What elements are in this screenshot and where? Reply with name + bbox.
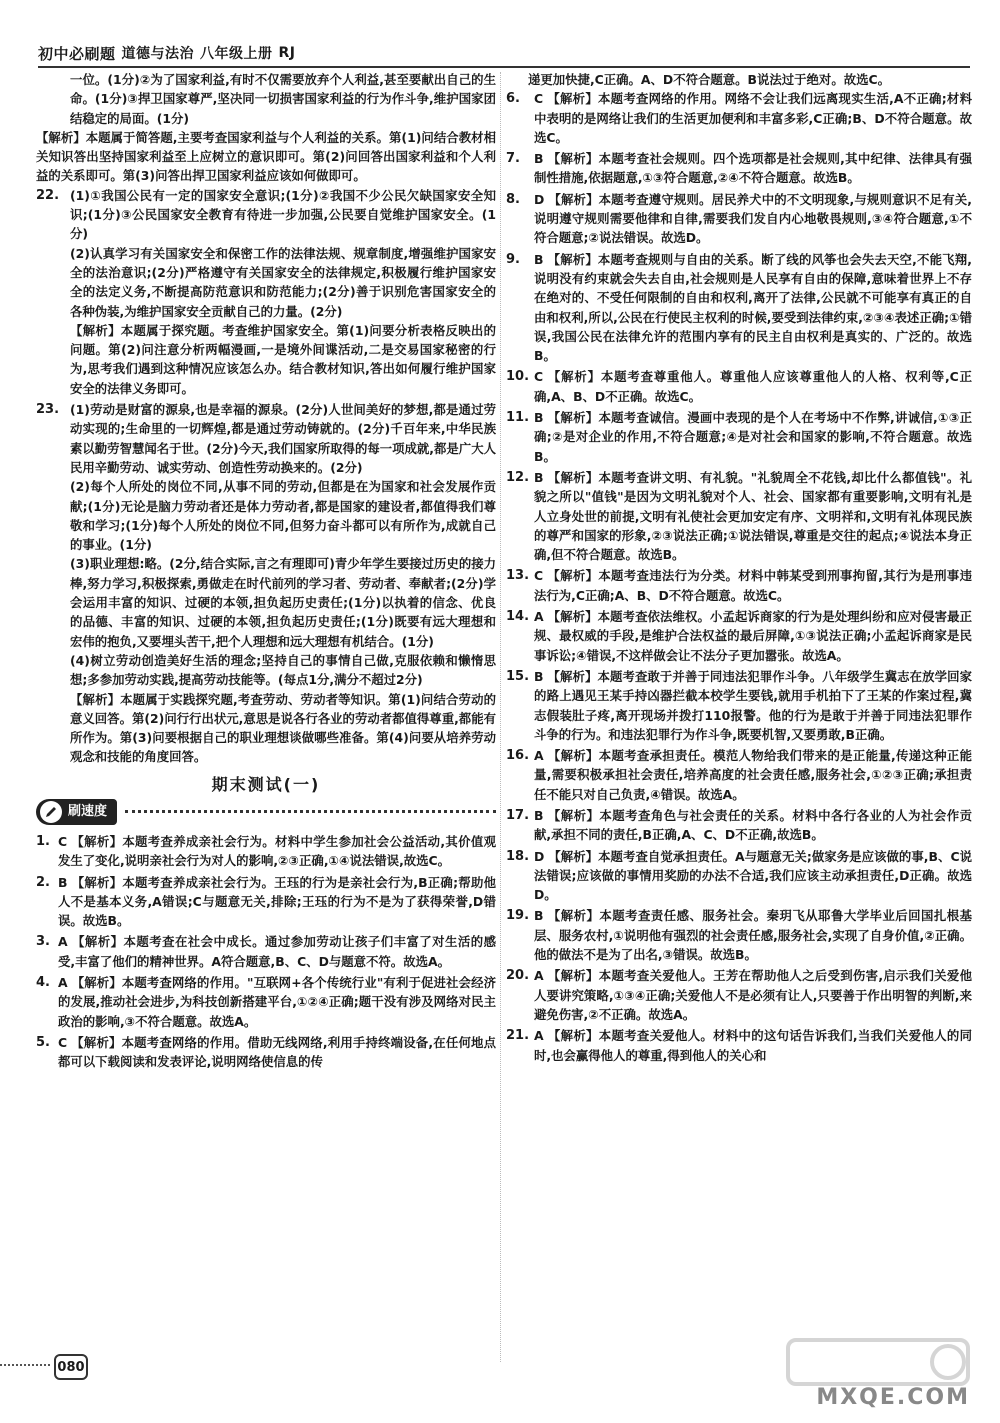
answer-choice: B	[534, 908, 544, 924]
answer-explanation: 【解析】本题考查规则与自由的关系。断了线的风筝也会失去天空,不能飞翔,说明没有约束就会失去自由,社会规则是人民享有自由的保障,意味着世界上不存在绝对的、不受任何限制的自由和权利,离开了法律,公民就不可能享有真正的自由和权利,所以,公民在行使民主权利的时候,要受到法律约束,②③④表述正确;①错误,我国公民在法律允许的范围内享有的民主自由权利是真实的、广泛的。故选B。	[534, 251, 972, 364]
answer-item	[506, 566, 972, 605]
answer-choice: C	[534, 568, 544, 584]
answer-number: 14.	[506, 609, 530, 625]
answer-explanation: 【解析】本题考查讲文明、有礼貌。"礼貌周全不花钱,却比什么都值钱"。礼貌之所以"值钱"是因为文明礼貌对个人、社会、国家都有重要影响,文明有礼是人立身处世的前提,文明有礼使社会更加安定有序、文明祥和,文明有礼体现民族的尊严和国家的形象,②③说法正确;①说法错误,尊重是交往的起点;④说法本身正确,但不符合题意。故选B。	[534, 469, 972, 563]
answer-explanation: 【解析】本题考查在社会中成长。通过参加劳动让孩子们丰富了对生活的感受,丰富了他们的精神世界。A符合题意,B、C、D与题意不符。故选A。	[58, 934, 496, 969]
answer-choice: A	[58, 934, 68, 950]
answer-number: 17.	[506, 807, 530, 823]
answer-number: 3.	[36, 934, 50, 950]
answer-explanation: 【解析】本题考查遵守规则。居民养犬中的不文明现象,与规则意识不足有关,说明遵守规则需要他律和自律,需要我们发自内心地敬畏规则,③④符合题意,①不符合题意;②说法错误。故选D。	[534, 191, 972, 246]
q23-number: 23.	[36, 402, 60, 418]
answer-explanation: 【解析】本题考查敢于并善于同违法犯罪作斗争。八年级学生冀志在放学回家的路上遇见王某手持凶器拦截本校学生要钱,就用手机拍下了王某的作案过程,冀志假装肚子疼,离开现场并拨打110报警。他的行为是敢于并善于同违法犯罪作斗争的行为。和违法犯罪行为作斗争,既要机智,又要勇敢,B正确。	[534, 668, 972, 742]
answer-number: 7.	[506, 151, 520, 167]
answer-explanation: 【解析】本题考查关爱他人。材料中的这句话告诉我们,当我们关爱他人的同时,也会赢得他人的尊重,得到他人的关心和	[534, 1028, 972, 1063]
answer-choice: C	[58, 833, 68, 849]
answer-choice: A	[534, 609, 544, 625]
answer-item	[506, 667, 972, 744]
answer-item	[506, 806, 972, 845]
answer-5-continuation: 递更加快捷,C正确。A、D不符合题意。B说法过于绝对。故选C。	[528, 72, 890, 87]
answer-2	[36, 873, 496, 931]
answer-item	[506, 367, 972, 406]
answer-3	[36, 932, 496, 971]
answer-explanation: 【解析】本题考查关爱他人。王芳在帮助他人之后受到伤害,启示我们关爱他人要讲究策略,①③④正确;关爱他人不是必须有让人,只要善于作出明智的判断,来避免伤害,②不正确。故选A。	[534, 968, 972, 1022]
watermark-text: MXQE.COM	[816, 1385, 970, 1410]
dotted-rule	[125, 810, 496, 813]
q23-part1: (1)劳动是财富的源泉,也是幸福的源泉。(2分)人世间美好的梦想,都是通过劳动实现的;生命里的一切辉煌,都是通过劳动铸就的。(2分)千百年来,中华民族素以勤劳智慧闻名于世。(2分)今天,我们国家所取得的每一项成就,都是广大人民用辛勤劳动、诚实劳动、创造性劳动换来的。(2分)	[70, 402, 496, 475]
answer-explanation: 【解析】本题考查角色与社会责任的关系。材料中各行各业的人为社会作贡献,承担不同的责任,B正确,A、C、D不正确,故选B。	[534, 807, 972, 843]
answer-explanation: 【解析】本题考查网络的作用。网络不会让我们远离现实生活,A不正确;材料中表明的是网络让我们的生活更加便利和丰富多彩,C正确;B、D不符合题意。故选C。	[534, 91, 972, 145]
answer-number: 6.	[506, 91, 520, 107]
q22-analysis: 【解析】本题属于探究题。考查维护国家安全。第(1)问要分析表格反映出的问题。第(2)问注意分析两幅漫画,一是境外间谍活动,二是交易国家秘密的行为,思考我们遇到这种情况应该怎么办。结合教材知识,答出如何履行维护国家安全的法律义务即可。	[70, 322, 496, 396]
answer-list	[506, 89, 972, 1065]
answer-explanation: 【解析】本题考查依法维权。小孟起诉商家的行为是处理纠纷和应对侵害最正规、最权威的手段,是维护合法权益的最后屏障,①③说法正确;小孟起诉商家是民事诉讼;④错误,不这样做会让不法分子更加嚣张。故选A。	[534, 609, 972, 663]
answer-number: 18.	[506, 848, 530, 864]
answer-choice: B	[534, 807, 544, 823]
answer-number: 19.	[506, 908, 530, 924]
answer-explanation: 【解析】本题考查诚信。漫画中表现的是个人在考场中不作弊,讲诚信,①③正确;②是对企业的作用,不符合题意;④是对社会和国家的影响,不符合题意。故选B。	[534, 410, 972, 464]
answer-number: 16.	[506, 748, 530, 764]
answer-number: 4.	[36, 975, 50, 991]
answer-choice: C	[534, 91, 544, 107]
answer-choice: A	[58, 975, 68, 991]
answer-number: 5.	[36, 1034, 50, 1050]
answer-number: 9.	[506, 251, 520, 267]
answer-explanation: 【解析】本题考查违法行为分类。材料中韩某受到刑事拘留,其行为是刑事违法行为,C正确;A、B、D不符合题意。故选C。	[534, 568, 972, 603]
answer-number: 11.	[506, 410, 530, 426]
answer-number: 12.	[506, 469, 530, 485]
speed-label: 刷速度	[68, 804, 108, 820]
answer-choice: A	[534, 968, 544, 984]
answer-item	[506, 847, 972, 905]
q21-continuation: 一位。(1分)②为了国家利益,有时不仅需要放弃个人利益,甚至要献出自己的生命。(1分)③捍卫国家尊严,坚决同一切损害国家利益的行为作斗争,维护国家团结稳定的局面。(1分)	[70, 72, 496, 126]
section-title: 期末测试(一)	[211, 774, 321, 794]
q21-analysis: 【解析】本题属于简答题,主要考查国家利益与个人利益的关系。第(1)问结合教材相关知识答出坚持国家利益至上应树立的意识即可。第(2)问回答出国家利益和个人利益的关系即可。第(3)问答出捍卫国家利益应该如何做即可。	[36, 129, 496, 184]
answer-choice: C	[58, 1034, 68, 1050]
answer-choice: B	[534, 251, 544, 267]
page-number: 080	[54, 1354, 88, 1380]
answer-item	[506, 190, 972, 248]
q22-part2: (2)认真学习有关国家安全和保密工作的法律法规、规章制度,增强维护国家安全的法治意识;(2分)严格遵守有关国家安全的法律规定,积极履行维护国家安全的法定义务,不断提高防范意识和防范能力;(2分)善于识别危害国家安全的各种伪装,为维护国家安全贡献自己的力量。(2分)	[70, 245, 496, 319]
answer-item	[506, 408, 972, 466]
answer-item	[506, 746, 972, 804]
answer-explanation: 【解析】本题考查尊重他人。尊重他人应该尊重他人的人格、权利等,C正确,A、B、D不正确。故选C。	[534, 369, 972, 404]
answer-explanation: 【解析】本题考查网络的作用。"互联网+各个传统行业"有利于促进社会经济的发展,推动社会进步,为科技创新搭建平台,①②④正确;题干没有涉及网络对民主政治的影响,③不符合题意。故选A。	[58, 975, 496, 1029]
answer-explanation: 【解析】本题考查养成亲社会行为。王珏的行为是亲社会行为,B正确;帮助他人不是基本义务,A错误;C与题意无关,排除;王珏的行为不是为了获得荣誉,D错误。故选B。	[58, 874, 496, 929]
grade-label: 八年级上册	[200, 46, 273, 62]
pen-icon	[40, 801, 62, 823]
answer-5	[36, 1033, 496, 1072]
answer-choice: B	[534, 410, 544, 426]
answer-number: 2.	[36, 874, 50, 890]
answer-choice: B	[534, 668, 544, 684]
answer-choice: B	[58, 874, 68, 890]
answer-choice: B	[534, 469, 544, 485]
edition-label: RJ	[278, 45, 296, 61]
question-23	[36, 400, 496, 767]
answer-choice: D	[534, 191, 545, 207]
answer-number: 10.	[506, 369, 530, 385]
answer-item	[506, 607, 972, 665]
answer-explanation: 【解析】本题考查社会规则。四个选项都是社会规则,其中纪律、法律具有强制性措施,依据题意,①③符合题意,②④不符合题意。故选B。	[534, 151, 972, 186]
answer-item	[506, 89, 972, 147]
question-22	[36, 186, 496, 398]
page-header	[38, 40, 296, 66]
answer-choice: D	[534, 848, 545, 864]
answer-choice: C	[534, 369, 544, 385]
answer-number: 21.	[506, 1028, 530, 1044]
answer-4	[36, 973, 496, 1031]
answer-explanation: 【解析】本题考查网络的作用。借助无线网络,利用手持终端设备,在任何地点都可以下载阅读和发表评论,说明网络使信息的传	[58, 1034, 496, 1070]
answer-item	[506, 966, 972, 1024]
subject-label: 道德与法治	[121, 46, 195, 62]
answer-item	[506, 1026, 972, 1065]
speed-badge	[36, 799, 117, 825]
header-divider	[38, 66, 970, 68]
answer-explanation: 【解析】本题考查承担责任。模范人物给我们带来的是正能量,传递这种正能量,需要积极承担社会责任,培养高度的社会责任感,服务社会,①②③正确;承担责任不能只对自己负责,④错误。故选A。	[534, 748, 972, 802]
left-column	[36, 70, 496, 1370]
right-column	[506, 70, 972, 1370]
answer-number: 8.	[506, 191, 520, 207]
speed-banner	[36, 798, 496, 826]
column-divider	[500, 72, 501, 1362]
answer-choice: A	[534, 748, 544, 764]
answer-item	[506, 468, 972, 564]
answer-choice: B	[534, 151, 544, 167]
q22-part1: (1)①我国公民有一定的国家安全意识;(1分)②我国不少公民欠缺国家安全知识;(1分)③公民国家安全教育有待进一步加强,公民要自觉维护国家安全。(1分)	[70, 187, 496, 242]
q23-analysis: 【解析】本题属于实践探究题,考查劳动、劳动者等知识。第(1)问结合劳动的意义回答。第(2)问行行出状元,意思是说各行各业的劳动者都值得尊重,都能有所作为。第(3)问要根据自己的职业理想谈做哪些准备。第(4)问要从培养劳动观念和技能的角度回答。	[70, 691, 496, 765]
answer-number: 15.	[506, 668, 530, 684]
answer-choice: A	[534, 1028, 544, 1044]
book-title: 初中必刷题	[38, 44, 116, 63]
answer-number: 13.	[506, 568, 530, 584]
q23-part2: (2)每个人所处的岗位不同,从事不同的劳动,但都是在为国家和社会发展作贡献;(1分)无论是脑力劳动者还是体力劳动者,都是国家的建设者,都值得我们尊敬和学习;(1分)每个人所处的岗位不同,但努力奋斗都可以有所作为,成就自己的事业。(1分)	[70, 479, 496, 553]
answer-number: 1.	[36, 833, 50, 849]
q22-number: 22.	[36, 187, 60, 203]
answer-item	[506, 250, 972, 366]
answer-explanation: 【解析】本题考查自觉承担责任。A与题意无关;做家务是应该做的事,B、C说法错误;应该做的事情用奖励的办法不合适,我们应该主动承担责任,D正确。故选D。	[534, 848, 972, 903]
answer-item	[506, 906, 972, 964]
answer-explanation: 【解析】本题考查养成亲社会行为。材料中学生参加社会公益活动,其价值观发生了变化,说明亲社会行为对人的影响,②③正确,①④说法错误,故选C。	[58, 833, 496, 869]
page-number-rule	[0, 1364, 50, 1366]
answer-explanation: 【解析】本题考查责任感、服务社会。秦玥飞从耶鲁大学毕业后回国扎根基层、服务农村,①说明他有强烈的社会责任感,服务社会,实现了自身价值,②正确。他的做法不是为了出名,③错误。故选B。	[534, 908, 972, 963]
answer-item	[506, 149, 972, 188]
answer-number: 20.	[506, 968, 530, 984]
q23-part3: (3)职业理想:略。(2分,结合实际,言之有理即可)青少年学生要接过历史的接力棒,努力学习,积极探索,勇做走在时代前列的学习者、劳动者、奉献者;(2分)学会运用丰富的知识、过硬的本领,担负起历史责任;(1分)以执着的信念、优良的品德、丰富的知识、过硬的本领,担负起历史责任;(1分)既要有远大理想和宏伟的抱负,又要埋头苦干,把个人理想和远大理想有机结合。(1分)	[70, 556, 496, 649]
answer-1	[36, 832, 496, 871]
q23-part4: (4)树立劳动创造美好生活的理念;坚持自己的事情自己做,克服依赖和懒惰思想;多参加劳动实践,提高劳动技能等。(每点1分,满分不超过2分)	[70, 652, 496, 688]
